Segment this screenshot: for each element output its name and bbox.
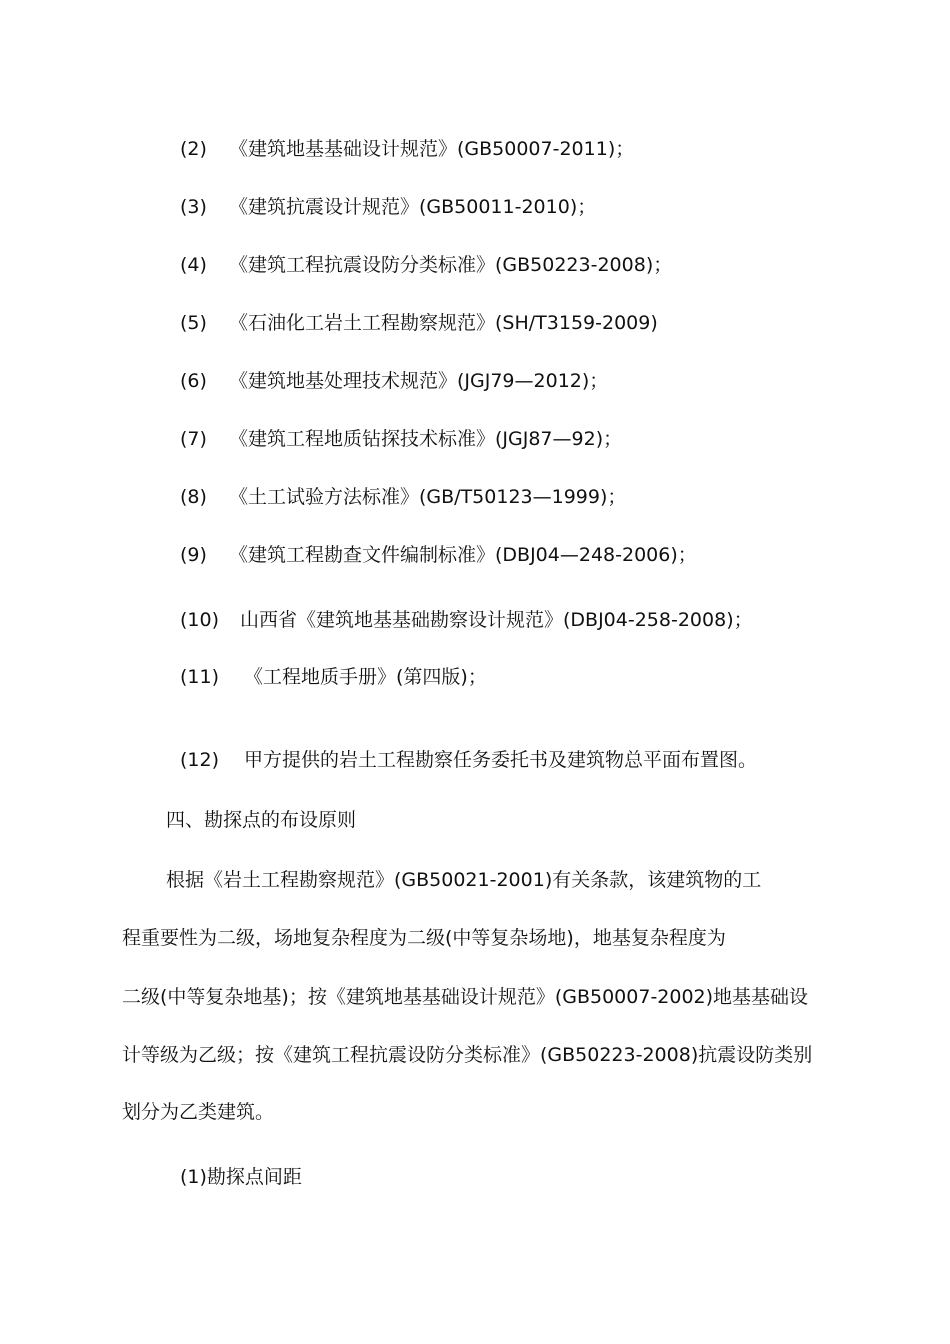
reference-text: 《工程地质手册》(第四版)； — [244, 666, 487, 688]
reference-text: 《土工试验方法标准》(GB/T50123—1999)； — [229, 486, 627, 508]
reference-item — [180, 543, 697, 567]
reference-item — [180, 369, 608, 393]
reference-item — [180, 665, 487, 689]
reference-number: (12) — [180, 749, 220, 771]
reference-text: 甲方提供的岩土工程勘察任务委托书及建筑物总平面布置图。 — [244, 749, 758, 771]
reference-number: (7) — [180, 428, 207, 450]
reference-number: (6) — [180, 370, 207, 392]
reference-item — [180, 748, 757, 772]
paragraph-line: 计等级为乙级；按《建筑工程抗震设防分类标准》(GB50223-2008)抗震设防类别 — [122, 1044, 813, 1066]
reference-number: (9) — [180, 544, 207, 566]
reference-number: (2) — [180, 138, 207, 160]
reference-item — [180, 311, 658, 335]
reference-item — [180, 195, 596, 219]
reference-text: 《建筑工程抗震设防分类标准》(GB50223-2008)； — [229, 254, 673, 276]
reference-number: (11) — [180, 666, 220, 688]
reference-number: (5) — [180, 312, 207, 334]
reference-item — [180, 427, 622, 451]
reference-text: 山西省《建筑地基基础勘察设计规范》(DBJ04-258-2008)； — [240, 609, 753, 631]
section-heading: 四、勘探点的布设原则 — [166, 809, 357, 831]
reference-text: 《石油化工岩土工程勘察规范》(SH/T3159-2009) — [229, 312, 658, 334]
reference-text: 《建筑工程勘查文件编制标准》(DBJ04—248-2006)； — [229, 544, 697, 566]
paragraph-line: 二级(中等复杂地基)；按《建筑地基基础设计规范》(GB50007-2002)地基基础设 — [122, 986, 809, 1008]
reference-item — [180, 253, 672, 277]
reference-item — [180, 485, 626, 509]
paragraph-line: 划分为乙类建筑。 — [122, 1101, 275, 1123]
reference-number: (4) — [180, 254, 207, 276]
paragraph-line: 程重要性为二级，场地复杂程度为二级(中等复杂场地)，地基复杂程度为 — [122, 927, 726, 949]
reference-number: (8) — [180, 486, 207, 508]
paragraph-line: 根据《岩土工程勘察规范》(GB50021-2001)有关条款，该建筑物的工 — [166, 869, 762, 891]
reference-text: 《建筑地基处理技术规范》(JGJ79—2012)； — [229, 370, 609, 392]
reference-item — [180, 137, 634, 161]
reference-number: (10) — [180, 609, 220, 631]
reference-text: 《建筑工程地质钻探技术标准》(JGJ87—92)； — [229, 428, 623, 450]
reference-item — [180, 608, 753, 632]
subheading: (1)勘探点间距 — [180, 1166, 302, 1188]
reference-text: 《建筑抗震设计规范》(GB50011-2010)； — [229, 196, 597, 218]
reference-number: (3) — [180, 196, 207, 218]
reference-text: 《建筑地基基础设计规范》(GB50007-2011)； — [229, 138, 635, 160]
